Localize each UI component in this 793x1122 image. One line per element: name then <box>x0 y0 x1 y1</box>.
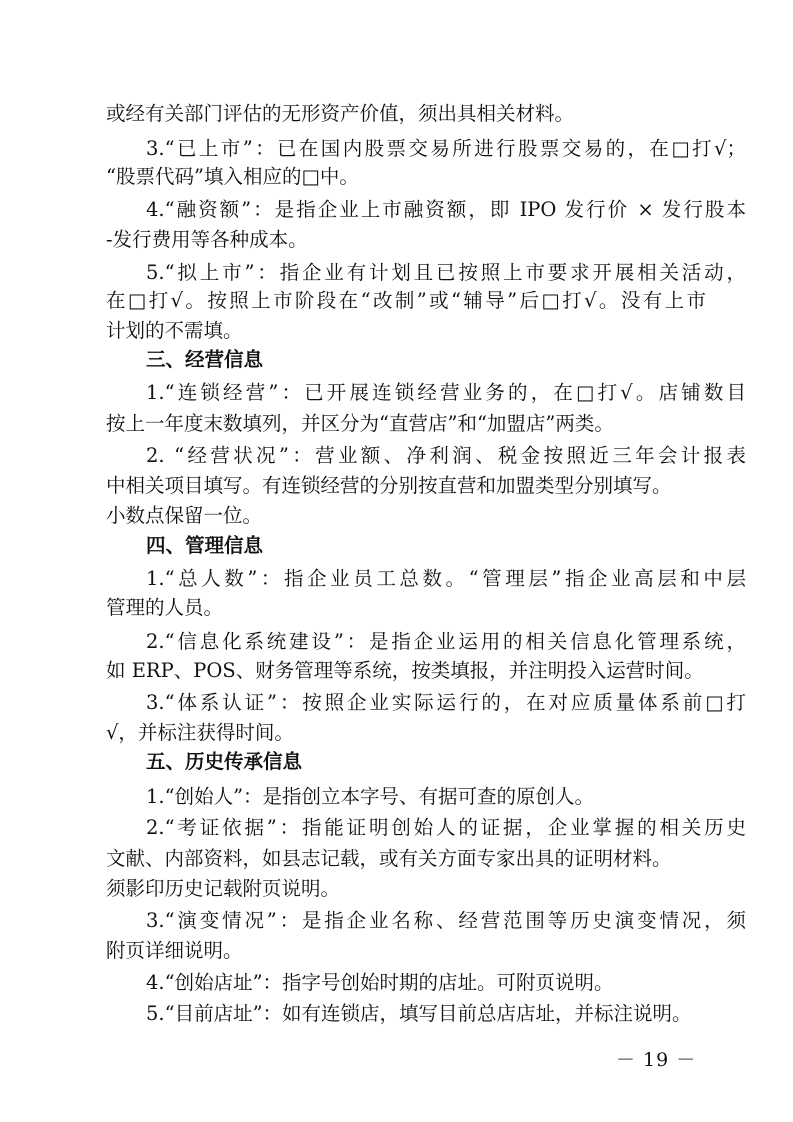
text-line: 5.“拟上市”：指企业有计划且已按照上市要求开展相关活动， <box>146 261 746 284</box>
text-line: -发行费用等各种成本。 <box>106 228 308 251</box>
text-line: 如 ERP、POS、财务管理等系统，按类填报，并注明投入运营时间。 <box>106 659 704 682</box>
text-line: 3.“体系认证”：按照企业实际运行的，在对应质量体系前□打 <box>146 691 746 714</box>
text-line: 附页详细说明。 <box>106 939 243 962</box>
text-line: 中相关项目填写。有连锁经营的分别按直营和加盟类型分别填写。 <box>106 474 672 497</box>
text-line: 计划的不需填。 <box>106 319 243 342</box>
text-line: 管理的人员。 <box>106 596 224 619</box>
text-line: 2. “经营状况”：营业额、净利润、税金按照近三年会计报表 <box>146 444 746 467</box>
section-heading: 四、管理信息 <box>146 534 264 557</box>
text-line: 1.“连锁经营”：已开展连锁经营业务的，在□打√。店铺数目 <box>146 381 746 404</box>
text-line: 1.“总人数”：指企业员工总数。“管理层”指企业高层和中层 <box>146 567 746 590</box>
text-line: √，并标注获得时间。 <box>106 721 294 744</box>
text-line: “股票代码”填入相应的□中。 <box>106 165 359 188</box>
text-line: 5.“目前店址”：如有连锁店，填写目前总店店址，并标注说明。 <box>146 1002 692 1025</box>
text-line: 须影印历史记载附页说明。 <box>106 877 341 900</box>
text-line: 或经有关部门评估的无形资产价值，须出具相关材料。 <box>106 102 575 125</box>
text-line: 小数点保留一位。 <box>106 504 263 527</box>
text-line: 文献、内部资料，如县志记载，或有关方面专家出具的证明材料。 <box>106 847 672 870</box>
text-line: 3.“演变情况”：是指企业名称、经营范围等历史演变情况，须 <box>146 909 746 932</box>
page-number: － 19 － <box>616 1049 697 1071</box>
text-line: 在□打√。按照上市阶段在“改制”或“辅导”后□打√。没有上市 <box>106 289 706 312</box>
text-line: 4.“融资额”：是指企业上市融资额，即 IPO 发行价 × 发行股本 <box>146 198 746 221</box>
text-line: 按上一年度末数填列，并区分为“直营店”和“加盟店”两类。 <box>106 412 614 435</box>
text-line: 4.“创始店址”：指字号创始时期的店址。可附页说明。 <box>146 971 614 994</box>
text-line: 2.“考证依据”：指能证明创始人的证据，企业掌握的相关历史 <box>146 816 746 839</box>
text-line: 3.“已上市”：已在国内股票交易所进行股票交易的，在□打√； <box>146 137 746 160</box>
section-heading: 三、经营信息 <box>146 348 264 371</box>
text-line: 2.“信息化系统建设”：是指企业运用的相关信息化管理系统， <box>146 630 746 653</box>
text-line: 1.“创始人”：是指创立本字号、有据可查的原创人。 <box>146 785 595 808</box>
section-heading: 五、历史传承信息 <box>146 750 303 773</box>
